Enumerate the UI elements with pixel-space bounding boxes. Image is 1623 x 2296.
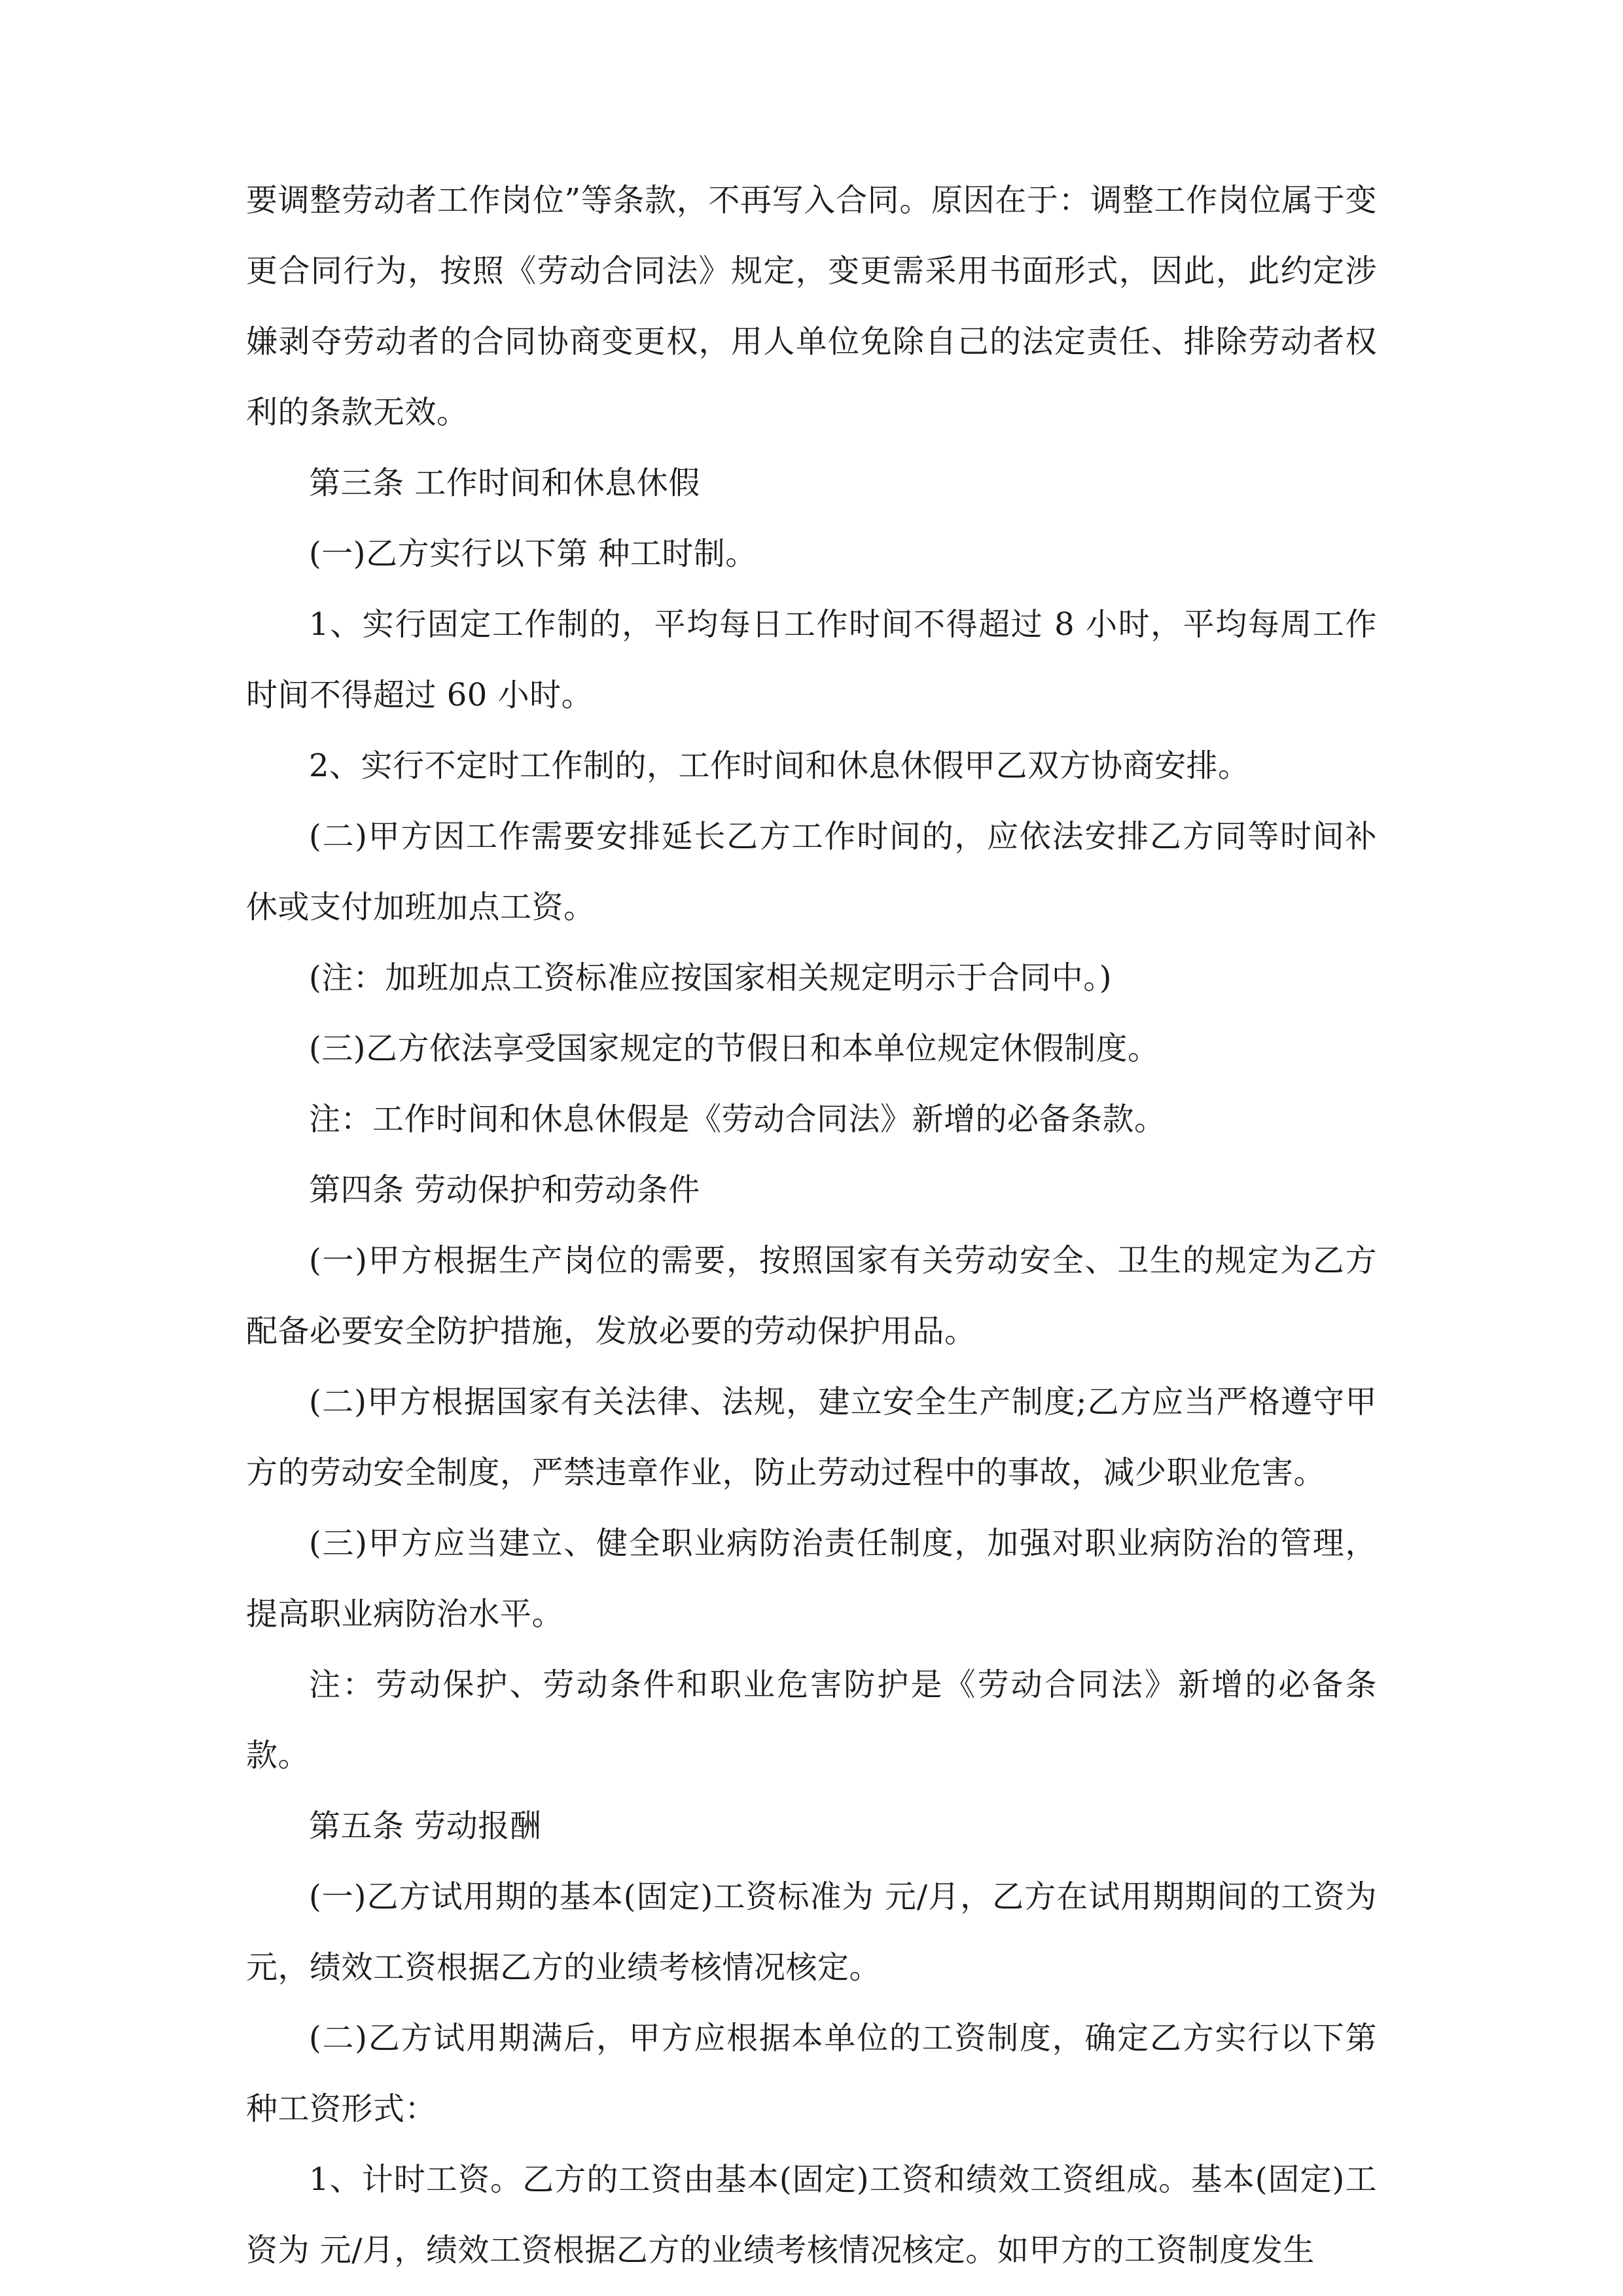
paragraph-1: 要调整劳动者工作岗位”等条款，不再写入合同。原因在于：调整工作岗位属于变更合同行为，按照《劳动合同法》规定，变更需采用书面形式，因此，此约定涉嫌剥夺劳动者的合同协商变更权，用人单位免除自己的法定责任、排除劳动者权利的条款无效。 (246, 182, 1377, 431)
paragraph-17: (二)乙方试用期满后，甲方应根据本单位的工资制度，确定乙方实行以下第种工资形式： (246, 2020, 1377, 2127)
paragraph-11: (一)甲方根据生产岗位的需要，按照国家有关劳动安全、卫生的规定为乙方配备必要安全防护措施，发放必要的劳动保护用品。 (246, 1242, 1377, 1350)
paragraph-2: 第三条 工作时间和休息休假 (309, 465, 700, 501)
paragraph-4: 1、实行固定工作制的，平均每日工作时间不得超过 8 小时，平均每周工作时间不得超过 60 小时。 (246, 606, 1377, 713)
paragraph-5: 2、实行不定时工作制的，工作时间和休息休假甲乙双方协商安排。 (309, 747, 1250, 784)
paragraph-14: 注：劳动保护、劳动条件和职业危害防护是《劳动合同法》新增的必备条款。 (246, 1666, 1377, 1774)
paragraph-6: (二)甲方因工作需要安排延长乙方工作时间的，应依法安排乙方同等时间补休或支付加班加点工资。 (246, 818, 1377, 925)
paragraph-18: 1、计时工资。乙方的工资由基本(固定)工资和绩效工资组成。基本(固定)工资为 元/月，绩效工资根据乙方的业绩考核情况核定。如甲方的工资制度发生 (246, 2161, 1377, 2269)
paragraph-9: 注：工作时间和休息休假是《劳动合同法》新增的必备条款。 (309, 1101, 1166, 1138)
paragraph-13: (三)甲方应当建立、健全职业病防治责任制度，加强对职业病防治的管理，提高职业病防治水平。 (246, 1525, 1377, 1632)
paragraph-8: (三)乙方依法享受国家规定的节假日和本单位规定休假制度。 (309, 1030, 1160, 1067)
document-body (246, 165, 1377, 2286)
paragraph-15: 第五条 劳动报酬 (309, 1808, 542, 1844)
paragraph-12: (二)甲方根据国家有关法律、法规，建立安全生产制度;乙方应当严格遵守甲方的劳动安全制度，严禁违章作业，防止劳动过程中的事故，减少职业危害。 (246, 1384, 1377, 1491)
paragraph-7: (注：加班加点工资标准应按国家相关规定明示于合同中。) (309, 960, 1112, 996)
paragraph-10: 第四条 劳动保护和劳动条件 (309, 1172, 700, 1208)
paragraph-3: (一)乙方实行以下第 种工时制。 (309, 535, 757, 572)
paragraph-16: (一)乙方试用期的基本(固定)工资标准为 元/月，乙方在试用期期间的工资为 元，绩效工资根据乙方的业绩考核情况核定。 (246, 1878, 1377, 1986)
